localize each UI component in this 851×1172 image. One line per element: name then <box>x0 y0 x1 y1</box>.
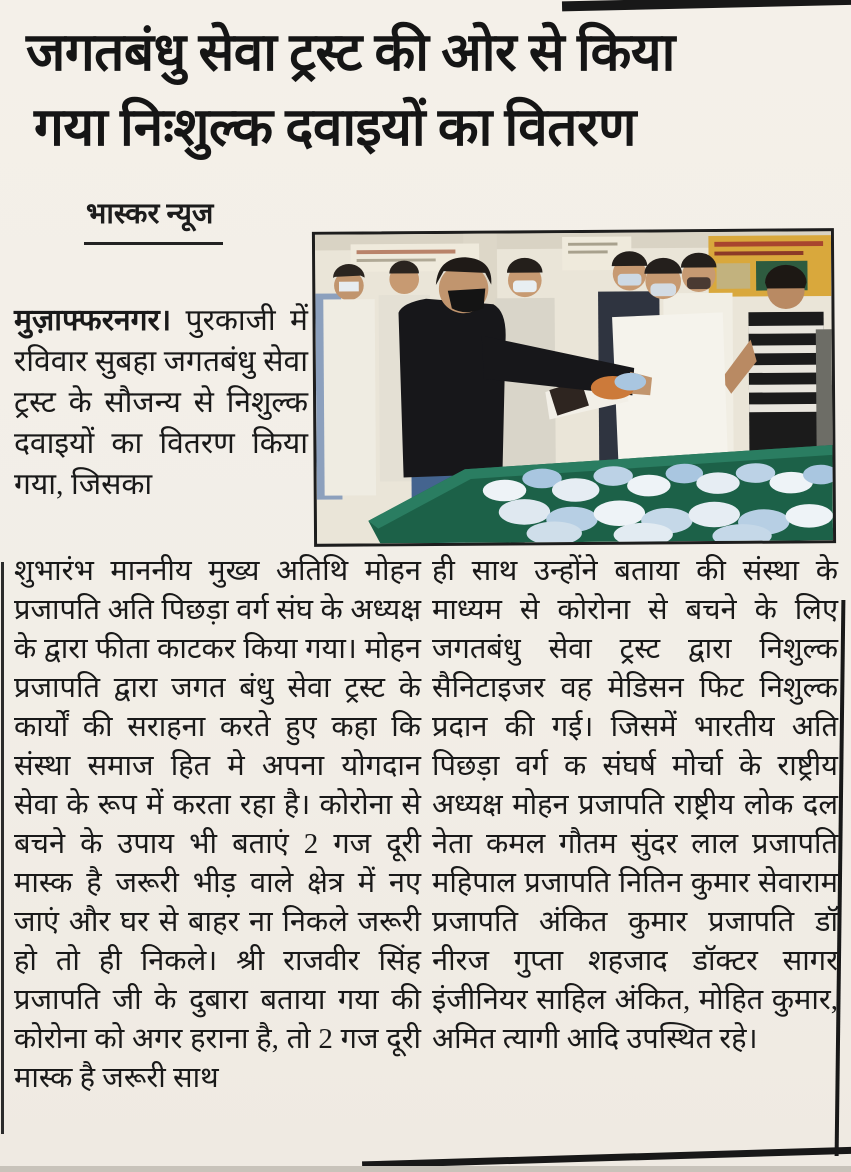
intro-paragraph <box>14 300 308 505</box>
news-photo <box>312 228 836 547</box>
right-column: ही साथ उन्होंने बताया की संस्था के माध्यम से कोरोना से बचने के लिए जगतबंधु सेवा ट्रस्ट द्वारा निशुल्क सैनिटाइजर वह मेडिसन फिट निशुल्क प्रदान की गई। जिसमें भारतीय अति पिछड़ा वर्ग क संघर्ष मोर्चा के राष्ट्रीय अध्यक्ष मोहन प्रजापति राष्ट्रीय लोक दल नेता कमल गौतम सुंदर लाल प्रजापति महिपाल प्रजापति नितिन कुमार सेवाराम प्रजापति अंकित कुमार प्रजापति डॉ नीरज गुप्ता शहजाद डॉक्टर सागर इंजीनियर साहिल अंकित, मोहित कुमार, अमित त्यागी आदि उपस्थित रहे। <box>432 555 838 1055</box>
headline-line-1: जगतबंधु सेवा ट्रस्ट की ओर से किया <box>26 24 675 82</box>
left-column: शुभारंभ माननीय मुख्य अतिथि मोहन प्रजापति अति पिछड़ा वर्ग संघ के अध्यक्ष के द्वारा फीता काटकर किया गया। मोहन प्रजापति द्वारा जगत बंधु सेवा ट्रस्ट के कार्यों की सराहना करते हुए कहा कि संस्था समाज हित मे अपना योगदान सेवा के रूप में करता रहा है। कोरोना से बचने के उपाय भी बताएं 2 गज दूरी मास्क है जरूरी भीड़ वाले क्षेत्र में नए जाएं और घर से बाहर ना निकले जरूरी हो तो ही निकले। श्री राजवीर सिंह प्रजापति जी के दुबारा बताया गया की कोरोना को अगर हराना है, तो 2 गज दूरी मास्क है जरूरी साथ <box>14 555 421 1094</box>
dateline: मुज़ाफ्फरनगर। <box>14 304 172 337</box>
intro-text: पुरकाजी में रविवार सुबहा जगतबंधु सेवा ट्रस्ट के सौजन्य से निशुल्क दवाइयों का वितरण किया गया, जिसका <box>14 304 308 501</box>
headline-line-2: गया निःशुल्क दवाइयों का वितरण <box>34 99 636 158</box>
byline: भास्कर न्यूज <box>84 193 223 245</box>
news-photo-illustration <box>315 231 833 544</box>
